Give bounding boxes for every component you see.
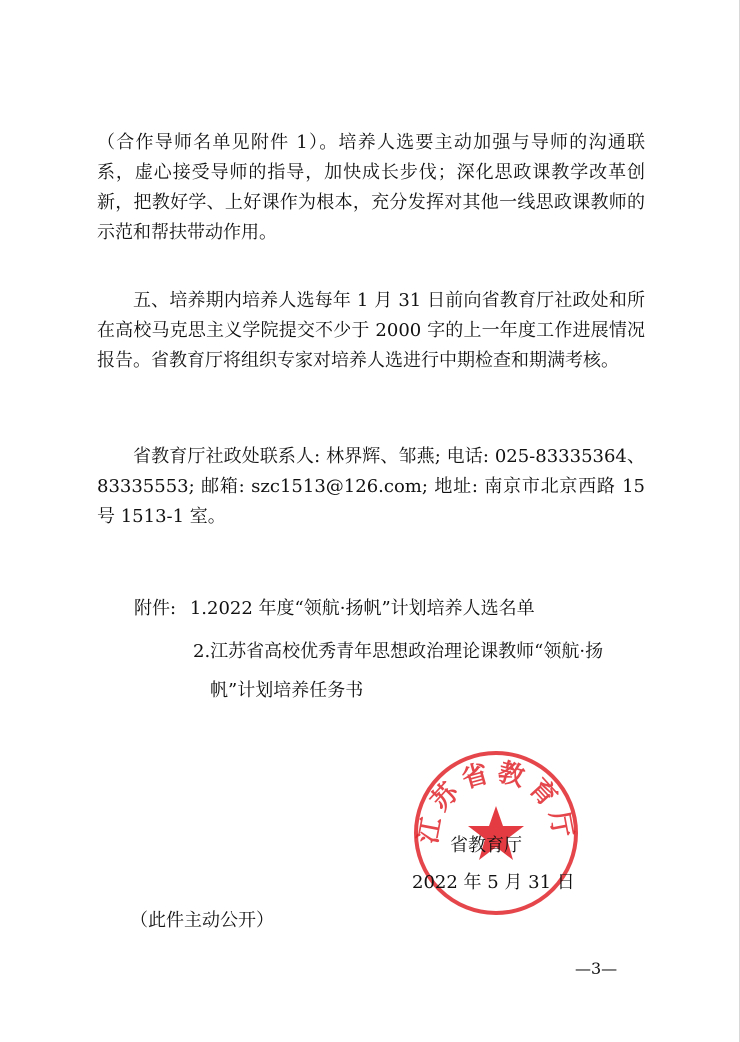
body-paragraph-1: （合作导师名单见附件 1）。培养人选要主动加强与导师的沟通联系，虚心接受导师的指导，加快成长步伐；深化思政课教学改革创新，把教好学、上好课作为根本，充分发挥对其他一线思政课教师的示范和帮扶带动作用。 bbox=[97, 132, 645, 243]
body-paragraph-3-contact: 省教育厅社政处联系人: 林界辉、邹燕; 电话: 025-83335364、83335553; 邮箱: szc1513@126.com; 地址: 南京市北京西路 15 号 1513-1 室。 bbox=[97, 446, 645, 527]
issuer-name: 省教育厅 bbox=[450, 835, 522, 856]
attachment-item-2-line-1: 2.江苏省高校优秀青年思想政治理论课教师“领航·扬 bbox=[193, 641, 604, 662]
attachment-item-2-line-2: 帆”计划培养任务书 bbox=[210, 680, 364, 701]
attachment-item-1 bbox=[134, 594, 535, 624]
attachment-item-1-text: 1.2022 年度“领航·扬帆”计划培养人选名单 bbox=[189, 598, 535, 619]
body-paragraph-2: 五、培养期内培养人选每年 1 月 31 日前向省教育厅社政处和所在高校马克思主义学院提交不少于 2000 字的上一年度工作进展情况报告。省教育厅将组织专家对培养人选进行中期检查和期满考核。 bbox=[97, 290, 645, 371]
page-number: —3— bbox=[575, 959, 618, 978]
svg-text:江苏省教育厅: 江苏省教育厅 bbox=[413, 757, 579, 846]
attachment-label: 附件: bbox=[134, 598, 177, 619]
issue-date: 2022 年 5 月 31 日 bbox=[412, 872, 575, 893]
disclosure-note: （此件主动公开） bbox=[130, 910, 274, 931]
